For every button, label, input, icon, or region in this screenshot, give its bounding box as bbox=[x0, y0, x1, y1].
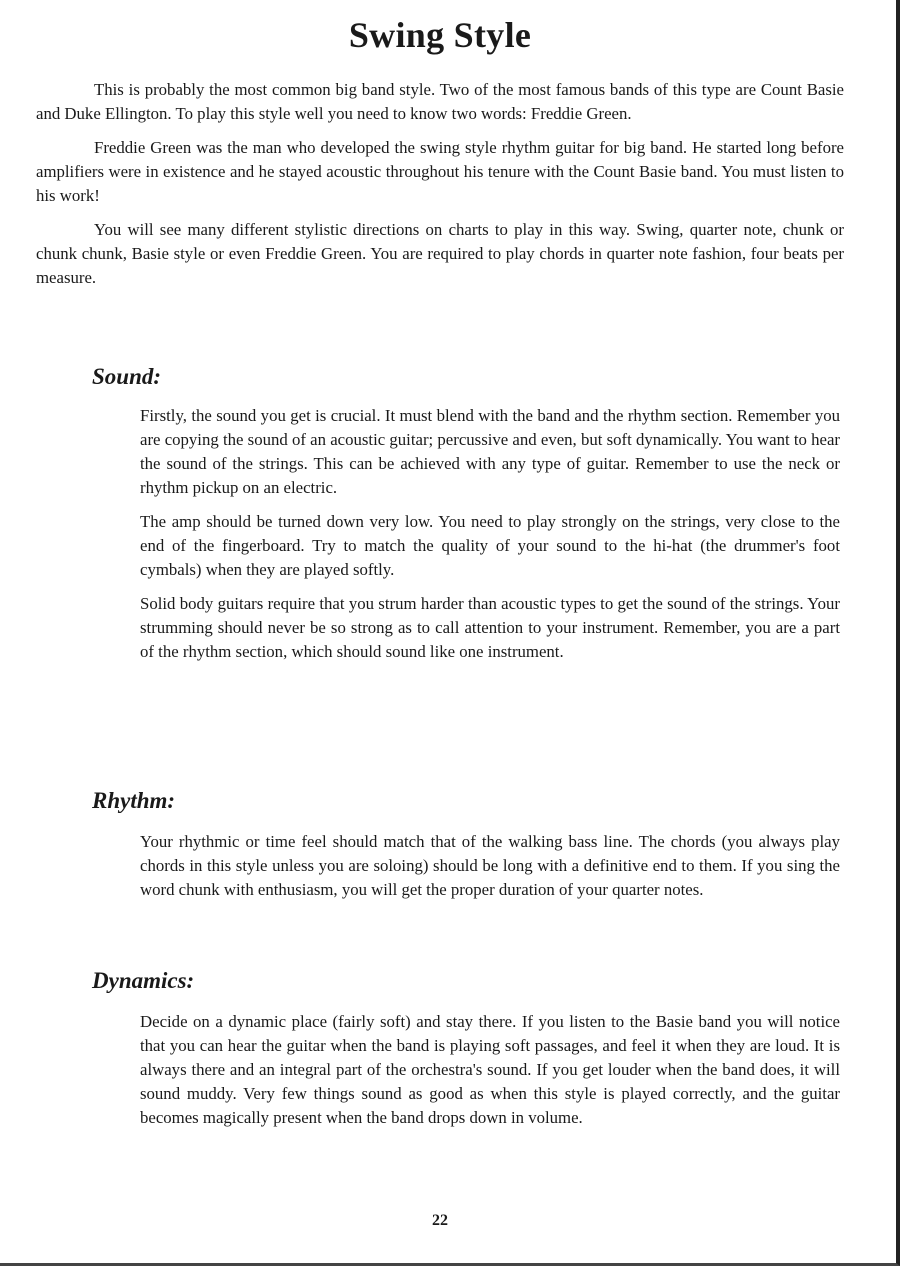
section-body-sound bbox=[140, 404, 840, 674]
page-title: Swing Style bbox=[348, 15, 532, 55]
intro-paragraph: This is probably the most common big band style. Two of the most famous bands of this type are Count Basie and Duke Ellington. To play this style well you need to know two words: Freddie Green. bbox=[36, 80, 844, 123]
section-paragraph: Decide on a dynamic place (fairly soft) and stay there. If you listen to the Basie band you will notice that you can hear the guitar when the band is playing soft passages, and feel it when they are loud. It is always there and an integral part of the orchestra's sound. If you get louder when the band does, it will sound muddy. Very few things sound as good as when this style is played correctly, and the guitar becomes magically present when the band drops down in volume. bbox=[140, 1012, 840, 1127]
section-body-rhythm bbox=[140, 830, 840, 912]
section-heading-sound: Sound: bbox=[92, 364, 162, 389]
section-paragraph: Firstly, the sound you get is crucial. It must blend with the band and the rhythm section. Remember you are copying the sound of an acoustic guitar; percussive and even, but soft dynamically. You want to hear the sound of the strings. This can be achieved with any type of guitar. Remember to use the neck or rhythm pickup on an electric. bbox=[140, 406, 840, 497]
intro-paragraph: You will see many different stylistic directions on charts to play in this way. Swing, quarter note, chunk or chunk chunk, Basie style or even Freddie Green. You are required to play chords in quarter note fashion, four beats per measure. bbox=[36, 220, 844, 287]
intro-text bbox=[36, 78, 844, 300]
intro-paragraph: Freddie Green was the man who developed the swing style rhythm guitar for big band. He started long before amplifiers were in existence and he stayed acoustic throughout his tenure with the Count Basie band. You must listen to his work! bbox=[36, 138, 844, 205]
section-paragraph: The amp should be turned down very low. You need to play strongly on the strings, very close to the end of the fingerboard. Try to match the quality of your sound to the hi-hat (the drummer's foot cymbals) when they are played softly. bbox=[140, 512, 840, 579]
section-paragraph: Solid body guitars require that you strum harder than acoustic types to get the sound of the strings. Your strumming should never be so strong as to call attention to your instrument. Remember, you are a part of the rhythm section, which should sound like one instrument. bbox=[140, 594, 840, 661]
section-paragraph: Your rhythmic or time feel should match that of the walking bass line. The chords (you always play chords in this style unless you are soloing) should be long with a definitive end to them. If you sing the word chunk with enthusiasm, you will get the proper duration of your quarter notes. bbox=[140, 832, 840, 899]
section-heading-dynamics: Dynamics: bbox=[92, 968, 195, 993]
section-body-dynamics bbox=[140, 1010, 840, 1140]
section-heading-rhythm: Rhythm: bbox=[92, 788, 176, 813]
page-number: 22 bbox=[432, 1212, 448, 1229]
